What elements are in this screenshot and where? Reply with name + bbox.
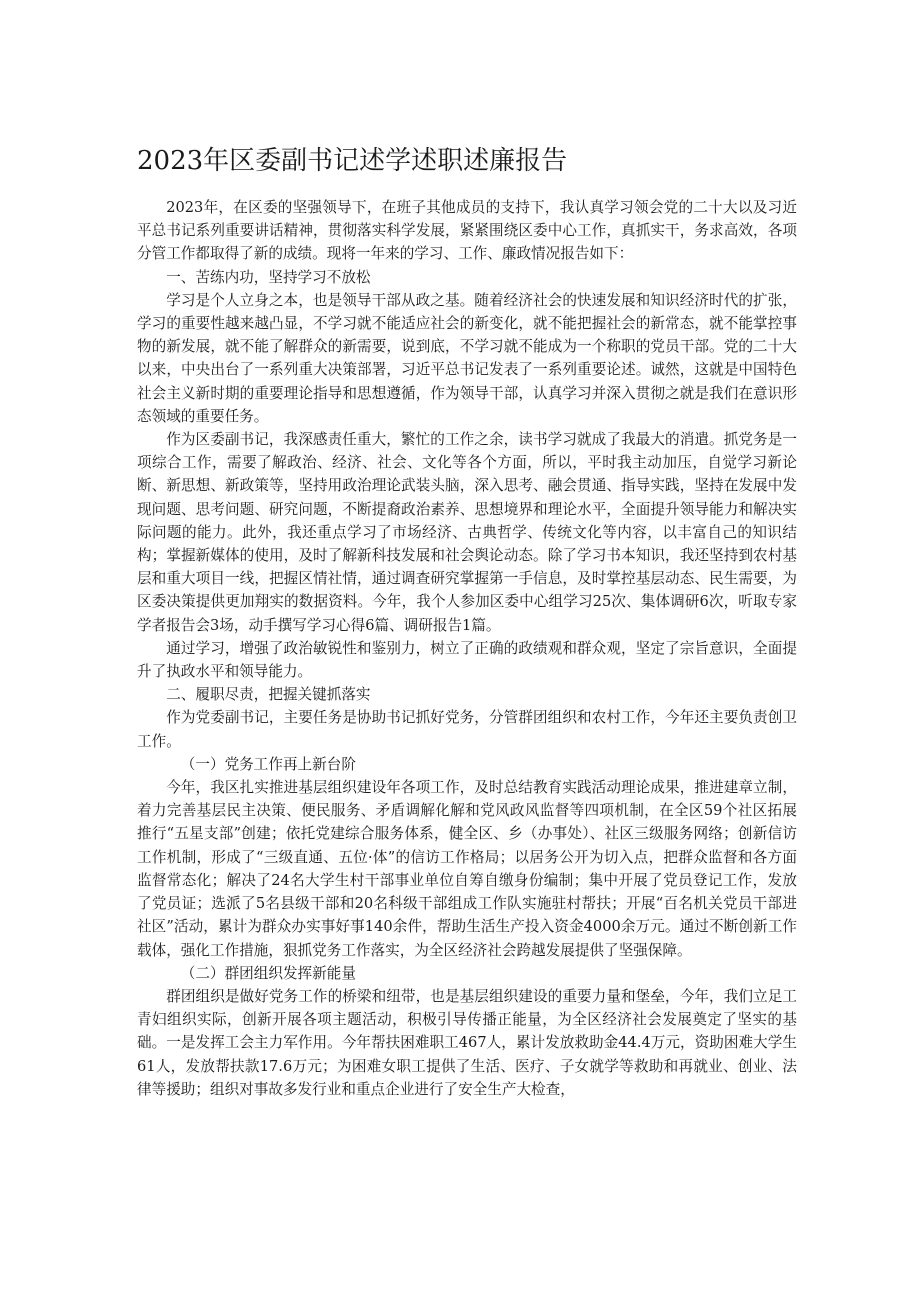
subsection-heading-2: （二）群团组织发挥新能量 [180,964,356,982]
document-body [137,196,797,1101]
document-title: 2023年区委副书记述学述职述廉报告 [137,146,568,176]
section-heading-2: 二、履职尽责，把握关键抓落实 [166,686,371,704]
subsection-heading-1: （一）党务工作再上新台阶 [180,755,356,773]
paragraph: 学习是个人立身之本，也是领导干部从政之基。随着经济社会的快速发展和知识经济时代的扩张，学习的重要性越来越凸显，不学习就不能适应社会的新变化，就不能把握社会的新常态，就不能掌控事物的新发展，就不能了解群众的新需要，说到底，不学习就不能成为一个称职的党员干部。党的二十大以来，中央出台了一系列重大决策部署，习近平总书记发表了一系列重要论述。诚然，这就是中国特色社会主义新时期的重要理论指导和思想遵循，作为领导干部，认真学习并深入贯彻之就是我们在意识形态领域的重要任务。 [137,291,797,425]
section-heading-1: 一、苦练内功，坚持学习不放松 [166,268,371,286]
paragraph: 作为党委副书记，主要任务是协助书记抓好党务，分管群团组织和农村工作，今年还主要负责创卫工作。 [137,709,797,750]
paragraph: 今年，我区扎实推进基层组织建设年各项工作，及时总结教育实践活动理论成果，推进建章立制，着力完善基层民主决策、便民服务、矛盾调解化解和党风政风监督等四项机制，在全区59个社区拓展推行“五星支部”创建；依托党建综合服务体系，健全区、乡（办事处）、社区三级服务网络；创新信访工作机制，形成了“三级直通、五位·体”的信访工作格局；以居务公开为切入点，把群众监督和各方面监督常态化；解决了24名大学生村干部事业单位自筹自缴身份编制；集中开展了党员登记工作，发放了党员证；选派了5名县级干部和20名科级干部组成工作队实施驻村帮扶；开展“百名机关党员干部进社区”活动，累计为群众办实事好事140余件，帮助生活生产投入资金4000余万元。通过不断创新工作载体，强化工作措施，狠抓党务工作落实，为全区经济社会跨越发展提供了坚强保障。 [137,779,797,959]
paragraph: 群团组织是做好党务工作的桥梁和纽带，也是基层组织建设的重要力量和堡垒，今年，我们立足工青妇组织实际，创新开展各项主题活动，积极引导传播正能量，为全区经济社会发展奠定了坚实的基础。一是发挥工会主力军作用。今年帮扶困难职工467人，累计发放救助金44.4万元，资助困难大学生61人，发放帮扶款17.6万元；为困难女职工提供了生活、医疗、子女就学等救助和再就业、创业、法律等援助；组织对事故多发行业和重点企业进行了安全生产大检查， [137,987,797,1098]
paragraph-intro: 2023年，在区委的坚强领导下，在班子其他成员的支持下，我认真学习领会党的二十大以及习近平总书记系列重要讲话精神，贯彻落实科学发展，紧紧围绕区委中心工作，真抓实干，务求高效，各项分管工作都取得了新的成绩。现将一年来的学习、工作、廉政情况报告如下： [137,199,797,263]
paragraph: 作为区委副书记，我深感责任重大，繁忙的工作之余，读书学习就成了我最大的消遣。抓党务是一项综合工作，需要了解政治、经济、社会、文化等各个方面，所以，平时我主动加压，自觉学习新论断、新思想、新政策等，坚持用政治理论武装头脑，深入思考、融会贯通、指导实践，坚持在发展中发现问题、思考问题、研究问题，不断提裔政治素养、思想境界和理论水平，全面提升领导能力和解决实际问题的能力。此外，我还重点学习了市场经济、古典哲学、传统文化等内容，以丰富自己的知识结构；掌握新媒体的使用，及时了解新科技发展和社会舆论动态。除了学习书本知识，我还坚持到农村基层和重大项目一线，把握区情社情，通过调查研究掌握第一手信息，及时掌控基层动态、民生需要，为区委决策提供更加翔实的数据资料。今年，我个人参加区委中心组学习25次、集体调研6次，听取专家学者报告会3场，动手撰写学习心得6篇、调研报告1篇。 [137,431,797,634]
paragraph: 通过学习，增强了政治敏锐性和鉴别力，树立了正确的政绩观和群众观，坚定了宗旨意识，全面提升了执政水平和领导能力。 [137,639,797,681]
